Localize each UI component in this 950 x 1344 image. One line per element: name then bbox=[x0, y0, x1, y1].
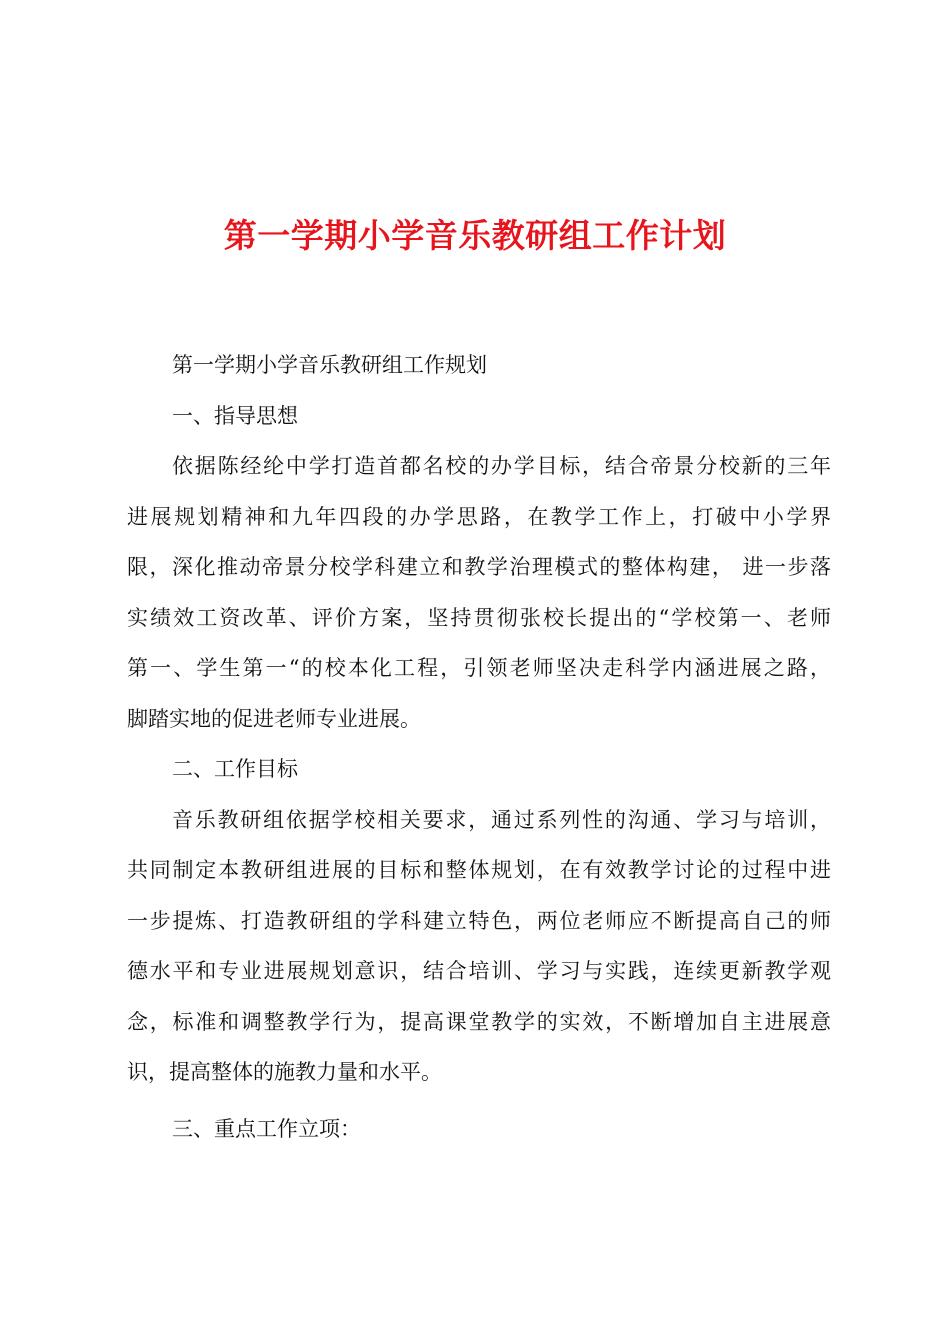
paragraph-line: 德水平和专业进展规划意识，结合培训、学习与实践，连续更新教学观 bbox=[127, 959, 831, 983]
section-heading-guiding-thought: 一、指导思想 bbox=[172, 403, 298, 428]
paragraph-line: 脚踏实地的促进老师专业进展。 bbox=[127, 706, 421, 731]
paragraph-line: 识，提高整体的施教力量和水平。 bbox=[127, 1060, 442, 1084]
section-heading-key-projects: 三、重点工作立项： bbox=[172, 1116, 361, 1141]
paragraph-line: 一步提炼、打造教研组的学科建立特色，两位老师应不断提高自己的师 bbox=[127, 908, 831, 933]
document-subtitle: 第一学期小学音乐教研组工作规划 bbox=[172, 353, 487, 377]
paragraph-line: 音乐教研组依据学校相关要求，通过系列性的沟通、学习与培训， bbox=[172, 807, 831, 832]
document-body bbox=[127, 340, 831, 1154]
document-title: 第一学期小学音乐教研组工作计划 bbox=[223, 216, 727, 255]
paragraph-line: 念，标准和调整教学行为，提高课堂教学的实效，不断增加自主进展意 bbox=[127, 1009, 831, 1034]
paragraph-line: 限，深化推动帝景分校学科建立和教学治理模式的整体构建， 进一步落 bbox=[127, 555, 831, 579]
paragraph-line: 第一、学生第一“的校本化工程，引领老师坚决走科学内涵进展之路， bbox=[127, 656, 831, 680]
paragraph-line: 共同制定本教研组进展的目标和整体规划，在有效教学讨论的过程中进 bbox=[127, 858, 831, 882]
paragraph-line: 进展规划精神和九年四段的办学思路，在教学工作上，打破中小学界 bbox=[127, 504, 831, 529]
paragraph-line: 实绩效工资改革、评价方案，坚持贯彻张校长提出的“学校第一、老师 bbox=[127, 605, 831, 630]
section-heading-work-goals: 二、工作目标 bbox=[172, 757, 298, 781]
paragraph-line: 依据陈经纶中学打造首都名校的办学目标，结合帝景分校新的三年 bbox=[172, 454, 831, 478]
